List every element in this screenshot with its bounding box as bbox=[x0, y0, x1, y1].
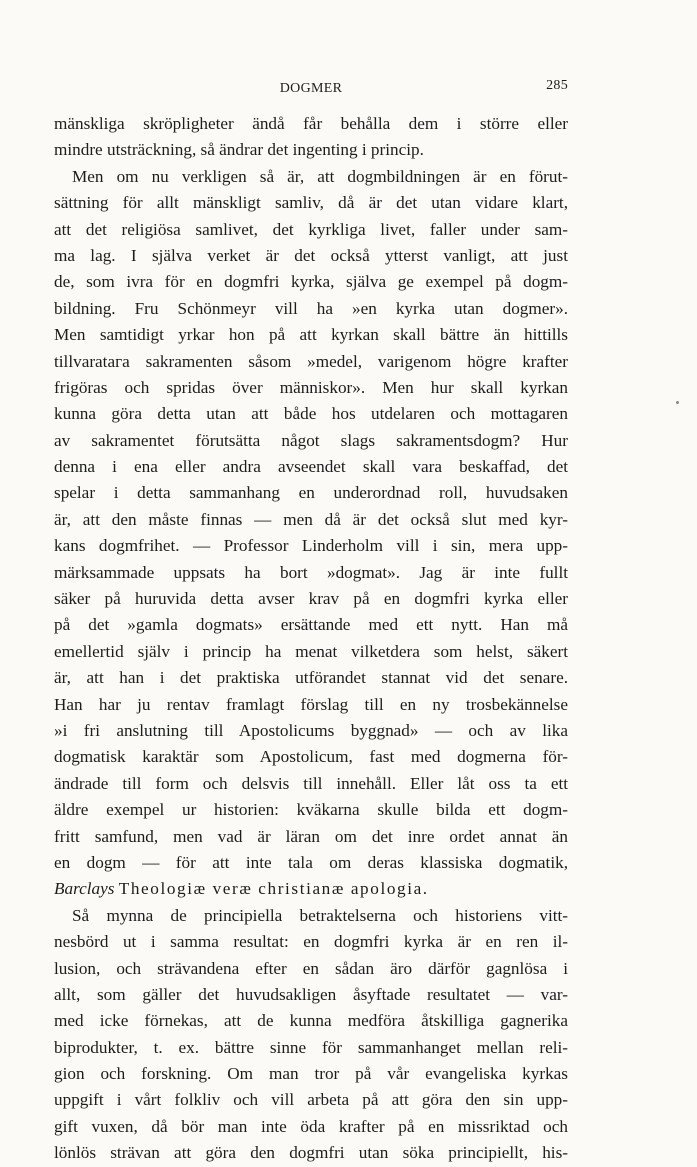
spaced-title: Theologiæ veræ christianæ apologia. bbox=[118, 879, 429, 899]
text-line: en dogm — för att inte tala om deras klassiska dogmatik, bbox=[54, 852, 568, 872]
text-line: säker på huruvida detta avser krav på en dogmfri kyrka eller bbox=[54, 589, 568, 609]
text-line: kans dogmfrihet. — Professor Linderholm vill i sin, mera upp- bbox=[54, 536, 568, 556]
text-line: gion och forskning. Om man tror på vår evangeliska kyrkas bbox=[54, 1064, 568, 1084]
text-line: fritt samfund, men vad är läran om det inre ordet annat än bbox=[54, 826, 568, 846]
text-line: de, som ivra för en dogmfri kyrka, själva ge exempel på dogm- bbox=[54, 272, 568, 292]
page-header bbox=[54, 78, 568, 102]
text-line: dogmatisk karaktär som Apostolicum, fast med dogmerna för- bbox=[54, 747, 568, 767]
text-line: mindre utsträckning, så ändrar det ingenting i princip. bbox=[54, 140, 424, 160]
text-line: lusion, och strävandena efter en sådan äro därför gagnlösa i bbox=[54, 958, 568, 978]
text-line: biprodukter, t. ex. bättre sinne för sammanhanget mellan reli- bbox=[54, 1037, 568, 1057]
body-text bbox=[54, 111, 568, 1167]
paper-speck bbox=[676, 401, 679, 404]
text-line: att det religiösa samlivet, det kyrkliga livet, faller under sam- bbox=[54, 219, 568, 239]
text-line: »i fri anslutning till Apostolicums byggnad» — och av lika bbox=[54, 720, 568, 740]
text-line: frigöras och spridas över människor». Men hur skall kyrkan bbox=[54, 377, 568, 397]
text-line: gift vuxen, då bör man inte öda krafter på en missriktad och bbox=[54, 1116, 568, 1136]
text-line: lönlös strävan att göra den dogmfri utan söka principiellt, his- bbox=[54, 1143, 568, 1163]
text-line: märksammade uppsats ha bort »dogmat». Jag är inte fullt bbox=[54, 562, 568, 582]
text-line: emellertid själv i princip ha menat vilketdera som helst, säkert bbox=[54, 641, 568, 661]
text-line: av sakramentet förutsätta något slags sakramentsdogm? Hur bbox=[54, 430, 568, 450]
text-line: är, att den måste finnas — men då är det också slut med kyr- bbox=[54, 509, 568, 529]
text-line: nesbörd ut i samma resultat: en dogmfri kyrka är en ren il- bbox=[54, 932, 568, 952]
text-line: är, att han i det praktiska utförandet stannat vid det senare. bbox=[54, 668, 568, 688]
text-line: mänskliga skröpligheter ändå får behålla dem i större eller bbox=[54, 114, 568, 133]
text-line: denna i ena eller andra avseendet skall vara beskaffad, det bbox=[54, 457, 568, 477]
text-line: allt, som gäller det huvudsakligen åsyftade resultatet — var- bbox=[54, 984, 568, 1004]
text-line: äldre exempel ur historien: kväkarna skulle bilda ett dogm- bbox=[54, 800, 568, 820]
text-line: bildning. Fru Schönmeyr vill ha »en kyrka utan dogmer». bbox=[54, 298, 568, 318]
page-number: 285 bbox=[546, 78, 568, 93]
text-line: spelar i detta sammanhang en underordnad roll, huvudsaken bbox=[54, 483, 568, 503]
text-line-title bbox=[54, 876, 568, 902]
text-line: kunna göra detta utan att både hos utdelaren och mottagaren bbox=[54, 404, 568, 424]
text-line: Men samtidigt yrkar hon på att kyrkan skall bättre än hittills bbox=[54, 325, 568, 345]
text-line: uppgift i vårt folkliv och vill arbeta på att göra den sin upp- bbox=[54, 1090, 568, 1110]
text-line: Han har ju rentav framlagt förslag till en ny trosbekännelse bbox=[54, 694, 568, 714]
text-line: Så mynna de principiella betraktelserna och historiens vitt- bbox=[72, 905, 568, 925]
text-line: Men om nu verkligen så är, att dogmbildningen är en förut- bbox=[72, 166, 568, 186]
text-line: ma lag. I själva verket är det också ytterst vanligt, att just bbox=[54, 245, 568, 265]
text-line: på det »gamla dogmats» ersättande med ett nytt. Han må bbox=[54, 615, 568, 635]
text-line: ändrade till form och delsvis till innehåll. Eller låt oss ta ett bbox=[54, 773, 568, 793]
text-line: med icke förnekas, att de kunna medföra åtskilliga gagnerika bbox=[54, 1011, 568, 1031]
text-line: tillvaratага sakramenten såsom »medel, varigenom högre krafter bbox=[54, 351, 568, 371]
italic-author: Barclays bbox=[54, 879, 115, 899]
text-line: sättning för allt mänskligt samliv, då är det utan vidare klart, bbox=[54, 193, 568, 213]
running-head: DOGMER bbox=[279, 81, 343, 96]
